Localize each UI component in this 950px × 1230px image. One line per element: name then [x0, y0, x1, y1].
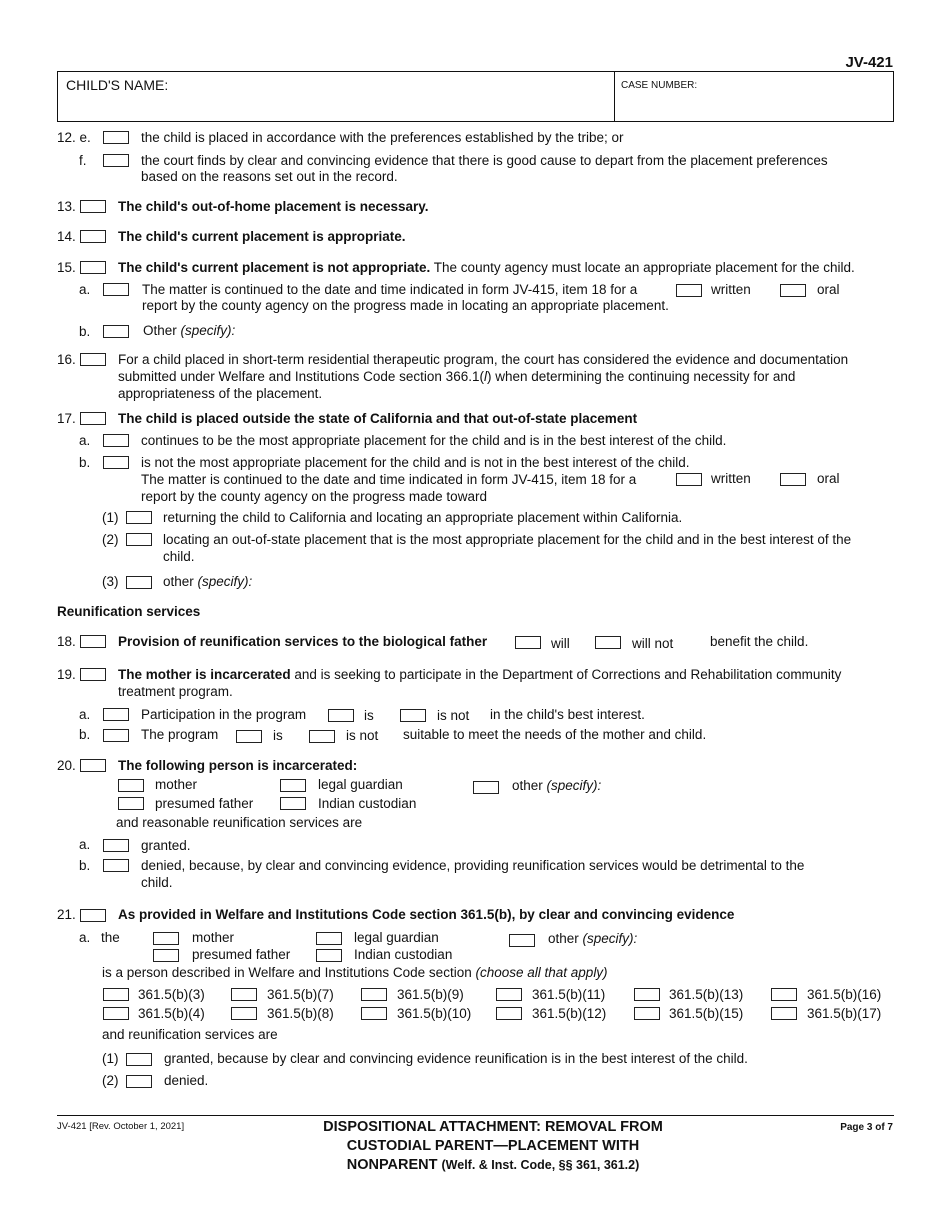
item-16-checkbox[interactable] [80, 353, 106, 366]
footer-title-line3 [308, 1156, 678, 1175]
item-21-desc-text: is a person described in Welfare and Institutions Code section [102, 965, 472, 980]
item-15b-number: b. [79, 324, 91, 339]
item-16-text-line1: For a child placed in short-term residential therapeutic program, the court has considered the evidence and documentation [118, 352, 849, 367]
item-17b-text-line3: report by the county agency on the progress made toward [141, 489, 487, 504]
footer-rule [57, 1115, 894, 1116]
footer-title [308, 1118, 678, 1175]
item-20-other-checkbox[interactable] [473, 781, 499, 794]
item-18-benefit: benefit the child. [710, 634, 809, 649]
item-18-will-not-label: will not [632, 636, 674, 651]
footer-title-line1: DISPOSITIONAL ATTACHMENT: REMOVAL FROM [323, 1119, 663, 1135]
item-20-checkbox[interactable] [80, 759, 106, 772]
item-20b-text-line2: child. [141, 875, 173, 890]
code-label: 361.5(b)(11) [532, 987, 606, 1002]
item-12e-number: 12. e. [57, 130, 91, 145]
item-20-other-label [512, 778, 601, 794]
code-label: 361.5(b)(7) [267, 987, 334, 1002]
item-19-bold: The mother is incarcerated [118, 667, 291, 682]
code-label: 361.5(b)(3) [138, 987, 205, 1002]
item-19a-is-not-label: is not [437, 708, 470, 723]
item-17b3-specify: (specify): [197, 574, 253, 589]
item-19a-text: Participation in the program [141, 707, 307, 722]
item-17b3-text [163, 574, 252, 590]
code-checkbox[interactable] [496, 988, 522, 1001]
item-21-indian-custodian-checkbox[interactable] [316, 949, 342, 962]
item-19-checkbox[interactable] [80, 668, 106, 681]
code-checkbox[interactable] [634, 1007, 660, 1020]
case-number-label: CASE NUMBER: [621, 80, 698, 91]
item-12f-checkbox[interactable] [103, 154, 129, 167]
item-15-text [118, 260, 855, 276]
item-21-checkbox[interactable] [80, 909, 106, 922]
footer-revision: JV-421 [Rev. October 1, 2021] [57, 1121, 185, 1132]
item-20a-text: granted. [141, 838, 191, 853]
item-19-text-line2: treatment program. [118, 684, 233, 699]
item-19a-is-label: is [364, 708, 374, 723]
code-label: 361.5(b)(16) [807, 987, 882, 1002]
item-19b-text: The program [141, 727, 219, 742]
code-label: 361.5(b)(8) [267, 1006, 334, 1021]
code-checkbox[interactable] [231, 988, 257, 1001]
item-21a2-checkbox[interactable] [126, 1075, 152, 1088]
item-20-number: 20. [57, 758, 76, 773]
item-19b-is-not-checkbox[interactable] [309, 730, 335, 743]
item-21-desc [102, 965, 608, 981]
item-20-indian-custodian-checkbox[interactable] [280, 797, 306, 810]
item-21-number: 21. [57, 907, 76, 922]
item-12f-text-line2: based on the reasons set out in the record. [141, 169, 398, 184]
item-17b1-number: (1) [102, 510, 119, 525]
item-17b3-other: other [163, 574, 194, 589]
item-15a-text-line1: The matter is continued to the date and time indicated in form JV-415, item 18 for a [142, 282, 638, 297]
item-12e-checkbox[interactable] [103, 131, 129, 144]
item-16-number: 16. [57, 352, 76, 367]
item-18-will-not-checkbox[interactable] [595, 636, 621, 649]
item-14-number: 14. [57, 229, 76, 244]
code-label: 361.5(b)(12) [532, 1006, 607, 1021]
item-15-checkbox[interactable] [80, 261, 106, 274]
item-17b2-number: (2) [102, 532, 119, 547]
item-15-bold: The child's current placement is not appropriate. [118, 260, 431, 275]
item-21-legal-guardian-label: legal guardian [354, 930, 439, 945]
item-17b3-checkbox[interactable] [126, 576, 152, 589]
item-20-other-text: other [512, 778, 543, 793]
item-21-mother-checkbox[interactable] [153, 932, 179, 945]
item-19b-is-label: is [273, 728, 283, 743]
item-20-and-text: and reasonable reunification services are [116, 815, 363, 830]
item-17b-checkbox[interactable] [103, 456, 129, 469]
item-21-other-checkbox[interactable] [509, 934, 535, 947]
item-19b-number: b. [79, 727, 91, 742]
code-checkbox[interactable] [771, 988, 797, 1001]
item-16-text-line2 [118, 369, 795, 385]
item-18-will-label: will [551, 636, 570, 651]
item-17b2-checkbox[interactable] [126, 533, 152, 546]
code-checkbox[interactable] [771, 1007, 797, 1020]
item-20-legal-guardian-label: legal guardian [318, 777, 403, 792]
form-id: JV-421 [845, 54, 893, 71]
item-17b-oral-checkbox[interactable] [780, 473, 806, 486]
footer-page-number: Page 3 of 7 [840, 1122, 893, 1133]
item-17b-written-checkbox[interactable] [676, 473, 702, 486]
child-name-label: CHILD'S NAME: [66, 77, 169, 93]
item-20-presumed-father-checkbox[interactable] [118, 797, 144, 810]
item-21-choose: (choose all that apply) [475, 965, 608, 980]
item-17b1-checkbox[interactable] [126, 511, 152, 524]
footer-title-line2: CUSTODIAL PARENT—PLACEMENT WITH [346, 1138, 640, 1154]
item-19b-tail: suitable to meet the needs of the mother and child. [403, 727, 707, 742]
code-checkbox[interactable] [496, 1007, 522, 1020]
item-16-text-line3: appropriateness of the placement. [118, 386, 323, 401]
item-17a-number: a. [79, 433, 91, 448]
item-21a1-checkbox[interactable] [126, 1053, 152, 1066]
item-12e-text: the child is placed in accordance with the preferences established by the tribe; or [141, 130, 624, 145]
footer-title-nonparent: NONPARENT [346, 1157, 438, 1173]
item-15a-number: a. [79, 282, 91, 297]
item-17b-text-line2: The matter is continued to the date and time indicated in form JV-415, item 18 for a [141, 472, 637, 487]
item-19a-is-not-checkbox[interactable] [400, 709, 426, 722]
item-19b-is-checkbox[interactable] [236, 730, 262, 743]
item-15-rest: The county agency must locate an appropriate placement for the child. [433, 260, 855, 275]
item-13-number: 13. [57, 199, 76, 214]
item-21a-number: a. [79, 930, 91, 945]
item-19a-is-checkbox[interactable] [328, 709, 354, 722]
item-12f-number: f. [79, 153, 87, 168]
item-17b-oral-label: oral [817, 471, 840, 486]
item-17b2-text-line2: child. [163, 549, 195, 564]
item-16-text-2a: submitted under Welfare and Institutions Code section 366.1( [118, 369, 484, 384]
item-21-indian-custodian-label: Indian custodian [354, 947, 453, 962]
item-21-and-text: and reunification services are [102, 1027, 278, 1042]
item-21a-the: the [101, 930, 120, 945]
item-21a2-number: (2) [102, 1073, 119, 1088]
item-17a-checkbox[interactable] [103, 434, 129, 447]
item-18-will-checkbox[interactable] [515, 636, 541, 649]
item-15-number: 15. [57, 260, 76, 275]
item-20-mother-checkbox[interactable] [118, 779, 144, 792]
item-17b-text-line1: is not the most appropriate placement for the child and is not in the best interest of the child. [141, 455, 690, 470]
item-21a1-text: granted, because by clear and convincing evidence reunification is in the best interest of the child. [164, 1051, 748, 1066]
item-19a-number: a. [79, 707, 91, 722]
item-20b-checkbox[interactable] [103, 859, 129, 872]
item-20a-checkbox[interactable] [103, 839, 129, 852]
code-checkbox[interactable] [361, 1007, 387, 1020]
item-13-text: The child's out-of-home placement is necessary. [118, 199, 429, 214]
item-21-specify: (specify): [582, 931, 638, 946]
code-checkbox[interactable] [361, 988, 387, 1001]
item-16-text-2b: ) when determining the continuing necessity for and [486, 369, 796, 384]
item-19-number: 19. [57, 667, 76, 682]
item-20-specify: (specify): [546, 778, 602, 793]
item-20b-number: b. [79, 858, 91, 873]
code-checkbox[interactable] [103, 988, 129, 1001]
item-17b-written-label: written [711, 471, 751, 486]
item-17-checkbox[interactable] [80, 412, 106, 425]
item-17b2-text-line1: locating an out-of-state placement that is the most appropriate placement for the child and in the best interest of the [163, 532, 852, 547]
item-20-text: The following person is incarcerated: [118, 758, 358, 773]
item-15a-written-label: written [711, 282, 751, 297]
code-label: 361.5(b)(15) [669, 1006, 744, 1021]
item-21-text: As provided in Welfare and Institutions Code section 361.5(b), by clear and convincing evidence [118, 907, 735, 922]
item-21a1-number: (1) [102, 1051, 119, 1066]
item-15a-oral-checkbox[interactable] [780, 284, 806, 297]
item-16-l: l [483, 369, 487, 384]
item-17b-number: b. [79, 455, 91, 470]
code-checkbox[interactable] [231, 1007, 257, 1020]
item-15b-specify: (specify): [180, 323, 236, 338]
item-20-indian-custodian-label: Indian custodian [318, 796, 417, 811]
item-18-text: Provision of reunification services to the biological father [118, 634, 488, 649]
item-17b1-text: returning the child to California and locating an appropriate placement within California. [163, 510, 683, 525]
item-14-text: The child's current placement is appropriate. [118, 229, 406, 244]
item-17b3-number: (3) [102, 574, 119, 589]
code-label: 361.5(b)(10) [397, 1006, 472, 1021]
item-15a-written-checkbox[interactable] [676, 284, 702, 297]
item-21-presumed-father-label: presumed father [192, 947, 291, 962]
code-label: 361.5(b)(9) [397, 987, 464, 1002]
item-15b-other: Other [143, 323, 177, 338]
code-label: 361.5(b)(4) [138, 1006, 205, 1021]
item-20a-number: a. [79, 837, 91, 852]
item-19b-checkbox[interactable] [103, 729, 129, 742]
header-box [57, 71, 894, 122]
item-19-text-line1 [118, 667, 841, 683]
item-15b-text [143, 323, 235, 339]
item-21-other-label [548, 931, 637, 947]
item-19b-is-not-label: is not [346, 728, 379, 743]
item-17-text: The child is placed outside the state of California and that out-of-state placement [118, 411, 638, 426]
item-21-presumed-father-checkbox[interactable] [153, 949, 179, 962]
item-18-number: 18. [57, 634, 76, 649]
item-17-number: 17. [57, 411, 76, 426]
item-13-checkbox[interactable] [80, 200, 106, 213]
reunification-heading: Reunification services [57, 604, 201, 619]
footer-title-code: (Welf. & Inst. Code, §§ 361, 361.2) [441, 1158, 640, 1172]
code-checkbox[interactable] [103, 1007, 129, 1020]
item-20-presumed-father-label: presumed father [155, 796, 254, 811]
item-15b-checkbox[interactable] [103, 325, 129, 338]
item-14-checkbox[interactable] [80, 230, 106, 243]
item-19-rest: and is seeking to participate in the Department of Corrections and Rehabilitation community [294, 667, 842, 682]
item-21-mother-label: mother [192, 930, 235, 945]
item-21-legal-guardian-checkbox[interactable] [316, 932, 342, 945]
item-20-mother-label: mother [155, 777, 198, 792]
item-21-other-text: other [548, 931, 579, 946]
item-21a2-text: denied. [164, 1073, 209, 1088]
item-15a-oral-label: oral [817, 282, 840, 297]
code-label: 361.5(b)(13) [669, 987, 744, 1002]
item-15a-checkbox[interactable] [103, 283, 129, 296]
item-12f-text-line1: the court finds by clear and convincing evidence that there is good cause to depart from the placement preferences [141, 153, 828, 168]
item-20b-text-line1: denied, because, by clear and convincing evidence, providing reunification services would be detrimental to the [141, 858, 805, 873]
item-20-legal-guardian-checkbox[interactable] [280, 779, 306, 792]
item-18-checkbox[interactable] [80, 635, 106, 648]
code-label: 361.5(b)(17) [807, 1006, 882, 1021]
item-15a-text-line2: report by the county agency on the progress made in locating an appropriate placement. [142, 298, 669, 313]
item-19a-checkbox[interactable] [103, 708, 129, 721]
item-19a-tail: in the child's best interest. [490, 707, 645, 722]
code-checkbox[interactable] [634, 988, 660, 1001]
header-divider [614, 71, 615, 122]
item-17a-text: continues to be the most appropriate placement for the child and is in the best interest of the child. [141, 433, 727, 448]
